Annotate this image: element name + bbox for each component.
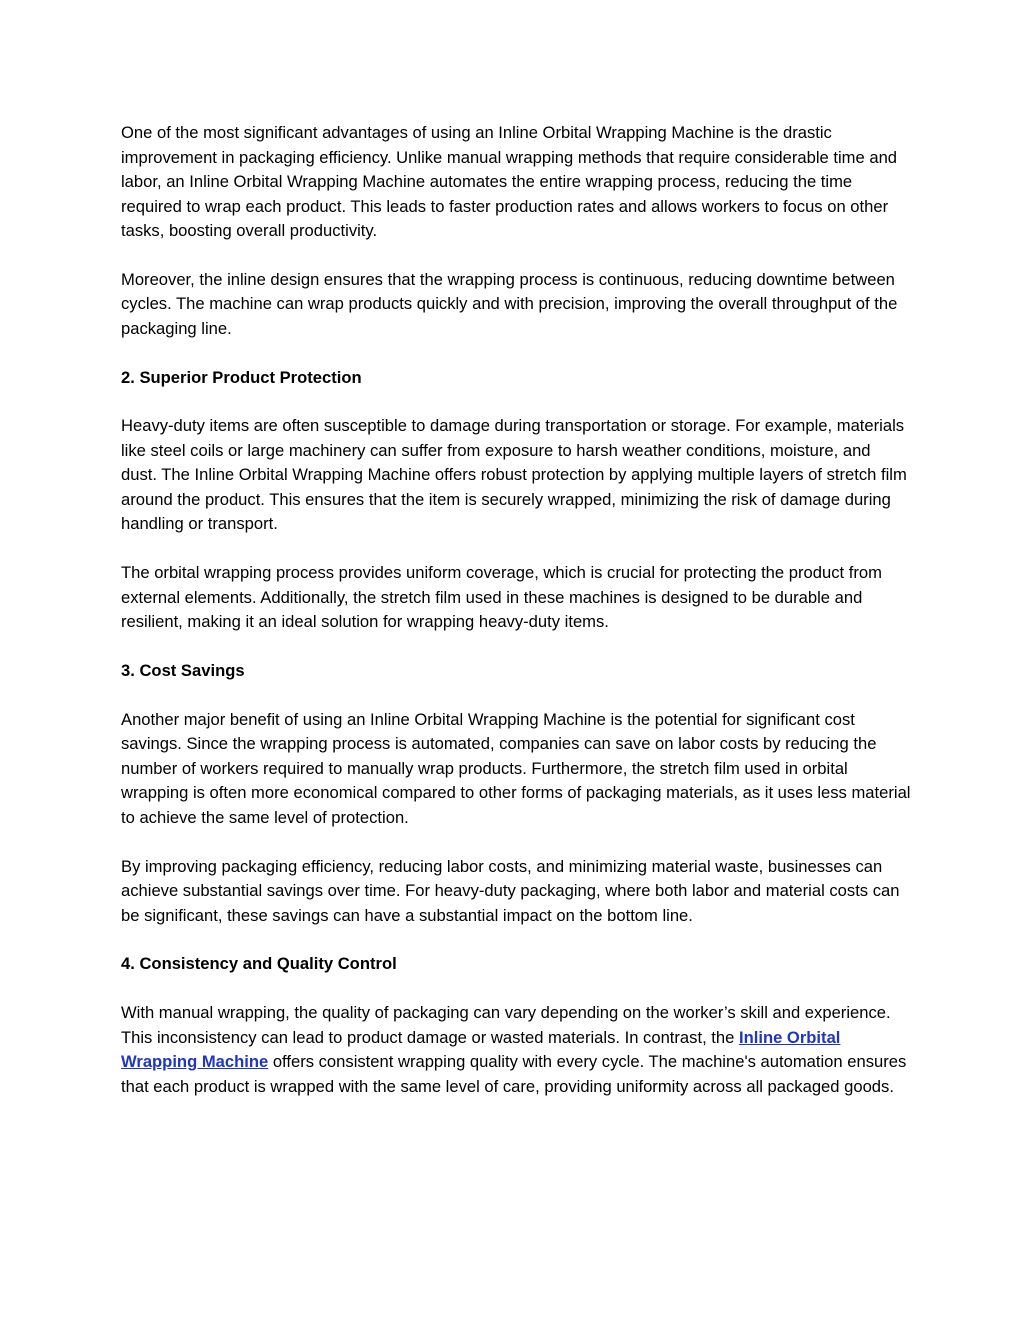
paragraph-consistency (121, 1001, 911, 1099)
paragraph-protection-intro: Heavy-duty items are often susceptible to damage during transportation or storage. For example, materials like steel coils or large machinery can suffer from exposure to harsh weather conditions, moisture, and dust. The Inline Orbital Wrapping Machine offers robust protection by applying multiple layers of stretch film around the product. This ensures that the item is securely wrapped, minimizing the risk of damage during handling or transport. (121, 416, 907, 534)
paragraph-uniform-coverage: The orbital wrapping process provides uniform coverage, which is crucial for protecting the product from external elements. Additionally, the stretch film used in these machines is designed to be durable and resilient, making it an ideal solution for wrapping heavy-duty items. (121, 563, 882, 632)
paragraph-consistency-before: With manual wrapping, the quality of packaging can vary depending on the worker’s skill and experience. This inconsistency can lead to product damage or wasted materials. In contrast, the (121, 1003, 891, 1047)
paragraph-cost-intro: Another major benefit of using an Inline Orbital Wrapping Machine is the potential for significant cost savings. Since the wrapping process is automated, companies can save on labor costs by reducing the number of workers required to manually wrap products. Furthermore, the stretch film used in orbital wrapping is often more economical compared to other forms of packaging materials, as it uses less material to achieve the same level of protection. (121, 709, 911, 827)
heading-cost-savings: 3. Cost Savings (121, 660, 245, 680)
heading-product-protection: 2. Superior Product Protection (121, 367, 362, 387)
paragraph-consistency-after: offers consistent wrapping quality with every cycle. The machine's automation ensures that each product is wrapped with the same level of care, providing uniformity across all packaged goods. (121, 1052, 907, 1096)
inline-orbital-wrapping-machine-link[interactable]: Inline Orbital Wrapping Machine (121, 1027, 841, 1072)
heading-consistency-quality: 4. Consistency and Quality Control (121, 954, 397, 974)
paragraph-efficiency-intro: One of the most significant advantages of using an Inline Orbital Wrapping Machine is the drastic improvement in packaging efficiency. Unlike manual wrapping methods that require considerable time and labor, an Inline Orbital Wrapping Machine automates the entire wrapping process, reducing the time required to wrap each product. This leads to faster production rates and allows workers to focus on other tasks, boosting overall productivity. (121, 123, 898, 240)
paragraph-savings-over-time: By improving packaging efficiency, reducing labor costs, and minimizing material waste, businesses can achieve substantial savings over time. For heavy-duty packaging, where both labor and material costs can be significant, these savings can have a substantial impact on the bottom line. (121, 856, 900, 925)
document-page (121, 121, 911, 1123)
paragraph-inline-design: Moreover, the inline design ensures that the wrapping process is continuous, reducing downtime between cycles. The machine can wrap products quickly and with precision, improving the overall throughput of the packaging line. (121, 269, 898, 338)
